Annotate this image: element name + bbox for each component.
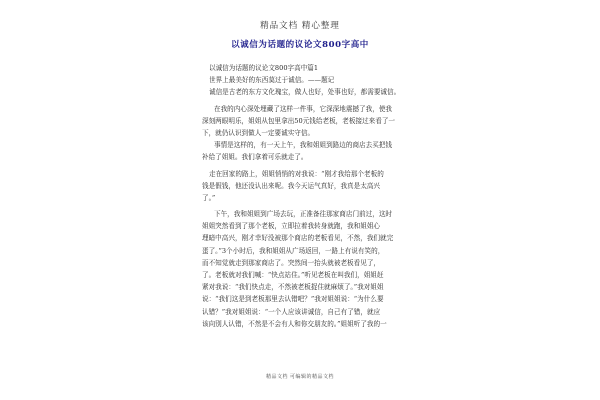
document-title: 以诚信为话题的议论文800字高中 xyxy=(231,40,369,50)
body-line: 诚信是古老的东方文化瑰宝，做人也好，处事也好，都需要诚信。 xyxy=(209,88,401,97)
header-note: 精品文档 精心整理 xyxy=(260,21,340,31)
body-line: 蛋了。”3个小时后，我和姐姐从广场返回，一路上有说有笑的， xyxy=(202,246,385,255)
body-line: 事情是这样的，有一天上午，我和姐姐到路边的商店去买把钱 xyxy=(214,141,393,150)
body-line: 在我的内心深处埋藏了这样一件事，它深深地震撼了我，使我 xyxy=(214,104,393,113)
document-quote: 世界上最美好的东西莫过于诚信。——题记 xyxy=(209,76,335,85)
body-line: 说：“我们这是到老板那里去认错吧？”我对姐姐说：“为什么要 xyxy=(202,295,384,304)
document-body xyxy=(202,62,402,330)
body-line: 深刻两眼明乐，姐姐从包里拿出50元钱给老板，老板接过来看了一 xyxy=(202,116,396,125)
body-line: 了。” xyxy=(202,193,216,202)
document-subtitle: 以诚信为话题的议论文800字高中篇1 xyxy=(209,64,319,72)
body-line: 理暗中高兴，刚才幸好没被那个商店的老板看见，不然，我们就完 xyxy=(202,234,394,243)
body-line: 补给了姐姐。我们拿着可乐就走了。 xyxy=(202,153,308,162)
body-line: 认错？”我对姐姐说：“一个人应该讲诚信，自己有了错，就应 xyxy=(202,307,381,316)
body-line: 下，就仍认识到做人一定要诚实守信。 xyxy=(202,128,315,137)
body-line: 而不知觉就走到那家商店了。突然间一抬头就被老板看见了， xyxy=(202,258,381,267)
body-line: 了。老板就对我们喊：“快点站住。”听见老板在叫我们，姐姐赶 xyxy=(202,271,384,279)
body-line: 该向别人认错，不然是不会有人和你交朋友的。”姐姐听了我的一 xyxy=(202,319,387,328)
body-line: 紧对我说：“我们快点走，不然被老板捉住就麻烦了。”我对姐姐 xyxy=(202,283,384,292)
body-line: 下午，我和姐姐到广场去玩，正准备往那家商店门前过，这时 xyxy=(214,210,393,219)
footer-note: 精品文档 可编辑的精品文档 xyxy=(265,374,335,380)
body-line: 钱是假钱，他还没认出来呢。我今天运气真好，我真是太高兴 xyxy=(202,181,381,190)
body-line: 姐姐突然看到了那个老板，立即拉着我转身就跑，我和姐姐心 xyxy=(202,222,381,231)
body-line: 走在回家的路上，姐姐悄悄的对我说：“刚才我给那个老板的 xyxy=(209,169,384,178)
